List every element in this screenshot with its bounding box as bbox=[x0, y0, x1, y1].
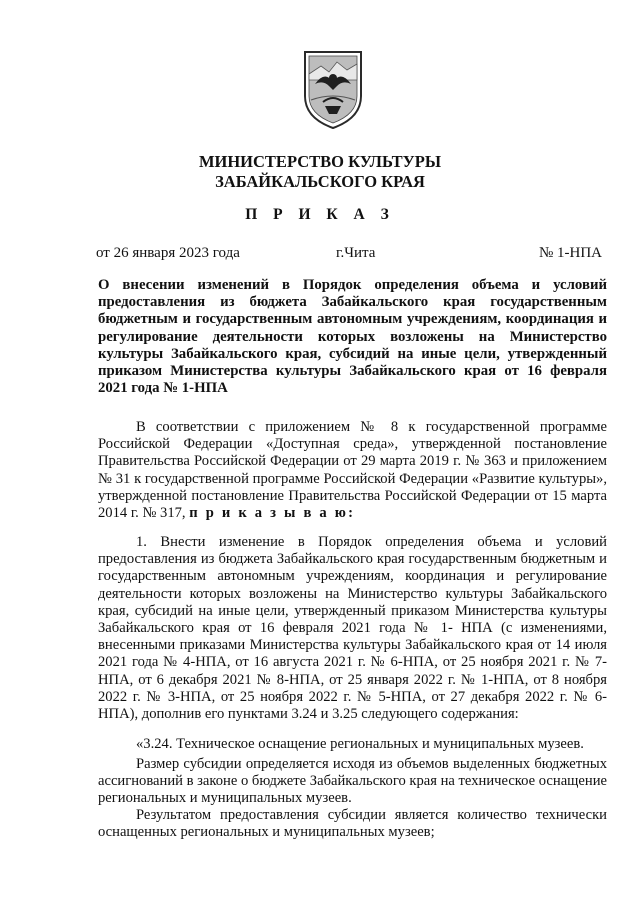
order-subject: О внесении изменений в Порядок определения объема и условий предоставления из бюджета Забайкальского края государственным бюджетным и государственным автономным учреждениям, координация и регулирование деятельности которых возложены на Министерство культуры Забайкальского края, субсидий на иные цели, утвержденный приказом Министерства культуры Забайкальского края от 16 февраля 2021 года № 1-НПА bbox=[98, 277, 607, 397]
ministry-name-line2: ЗАБАЙКАЛЬСКОГО КРАЯ bbox=[215, 172, 425, 191]
coat-of-arms-icon bbox=[301, 44, 365, 130]
item-1-paragraph: 1. Внести изменение в Порядок определения объема и условий предоставления из бюджета Забайкальского края государственным бюджетным и государственным автономным учреждениям, координация и регулирование деятельности которых возложены на Министерство культуры Забайкальского края, субсидий на иные цели, утвержденный приказом Министерства культуры Забайкальского края от 16 февраля 2021 года № 1- НПА (с изменениями, внесенными приказами Министерства культуры Забайкальского края от 14 июля 2021 года № 4-НПА, от 16 августа 2021 г. № 6-НПА, от 25 ноября 2021 г. № 7-НПА, от 6 декабря 2021 № 8-НПА, от 25 января 2022 г. № 1-НПА, от 8 ноября 2022 г. № 3-НПА, от 25 ноября 2022 г. № 5-НПА, от 27 декабря 2022 г. № 6-НПА), дополнив его пунктами 3.24 и 3.25 следующего содержания: bbox=[98, 534, 607, 723]
basis-paragraph bbox=[98, 419, 607, 522]
document-type-title: П Р И К А З bbox=[245, 206, 395, 223]
ministry-name-line1: МИНИСТЕРСТВО КУЛЬТУРЫ bbox=[198, 152, 442, 171]
order-word: п р и к а з ы в а ю: bbox=[189, 505, 356, 522]
order-city: г.Чита bbox=[336, 245, 376, 261]
basis-text: В соответствии с приложением № 8 к государственной программе Российской Федерации «Доступная среда», утвержденной постановление Правительства Российской Федерации от 29 марта 2019 г. № 363 и приложением № 31 к государственной программе Российской Федерации «Развитие культуры», утвержденной постановление Правительства Российской Федерации от 15 марта 2014 г. № 317, bbox=[98, 419, 607, 522]
order-number: № 1-НПА bbox=[538, 245, 602, 261]
subsidy-size-paragraph: Размер субсидии определяется исходя из объемов выделенных бюджетных ассигнований в законе о бюджете Забайкальского края на техническое оснащение региональных и муниципальных музеев. bbox=[98, 756, 607, 807]
subsidy-result-paragraph: Результатом предоставления субсидии является количество технически оснащенных региональных и муниципальных музеев; bbox=[98, 807, 607, 841]
item-3-24-heading: «3.24. Техническое оснащение региональных и муниципальных музеев. bbox=[136, 736, 584, 752]
order-date: от 26 января 2023 года bbox=[96, 245, 240, 261]
